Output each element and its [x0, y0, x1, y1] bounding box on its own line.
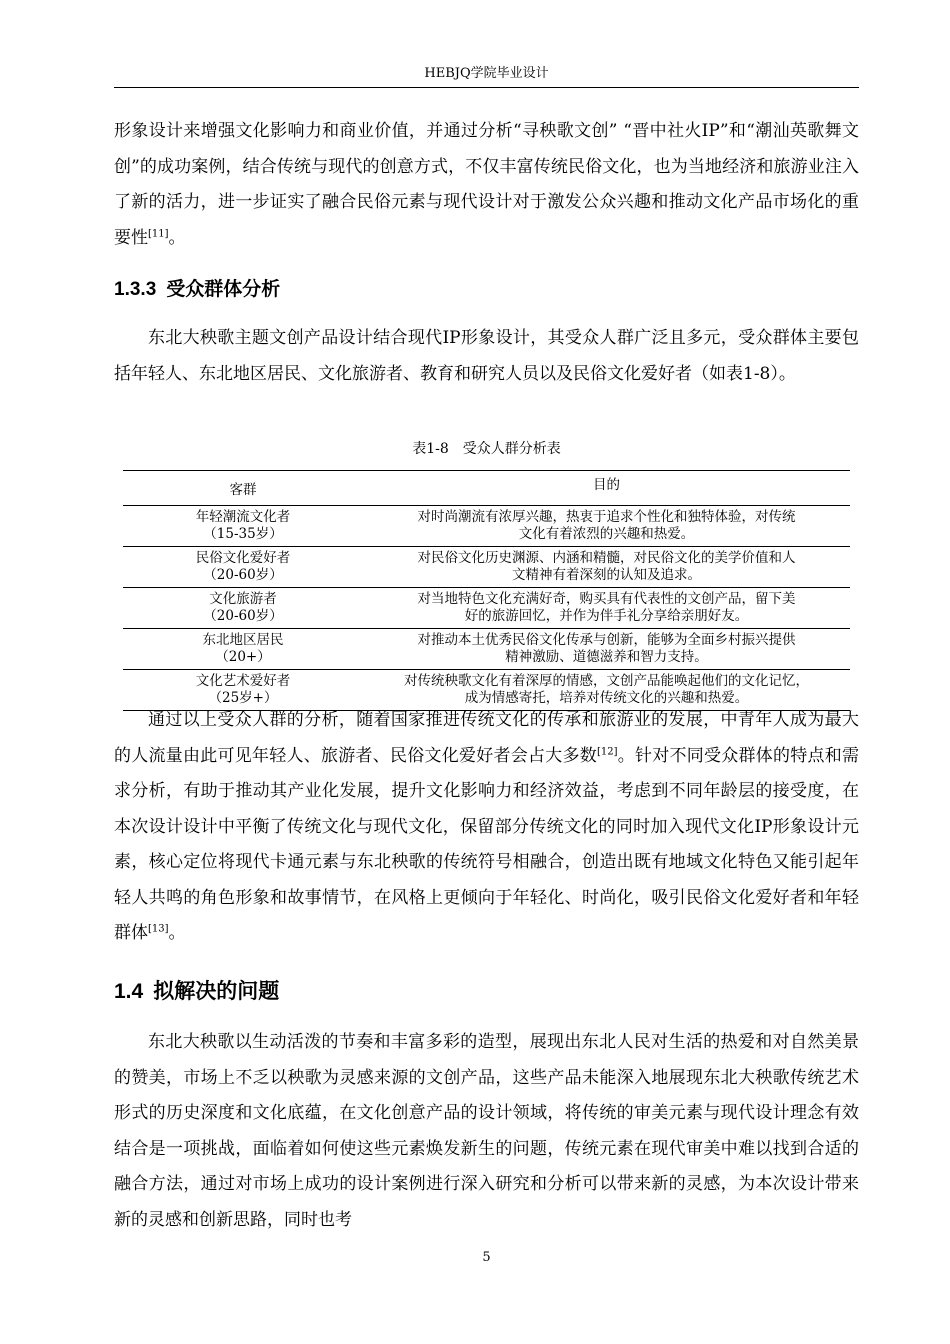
- column-header-purpose: 目的: [363, 471, 850, 506]
- column-header-group: 客群: [123, 471, 363, 506]
- table-cell-purpose: 对民俗文化历史渊源、内涵和精髓，对民俗文化的美学价值和人 文精神有着深刻的认知及追求。: [363, 547, 850, 588]
- analysis-text-2: 。针对不同受众群体的特点和需求分析，有助于推动其产业化发展，提升文化影响力和经济效益，考虑到不同年龄层的接受度，在本次设计设计中平衡了传统文化与现代文化，保留部分传统文化的同时加入现代文化IP形象设计元素，核心定位将现代卡通元素与东北秧歌的传统符号相融合，创造出既有地域文化特色又能引起年轻人共鸣的角色形象和故事情节，在风格上更倾向于年轻化、时尚化，吸引民俗文化爱好者和年轻群体: [114, 745, 860, 943]
- problem-paragraph: 东北大秧歌以生动活泼的节奏和丰富多彩的造型，展现出东北人民对生活的热爱和对自然美景的赞美，市场上不乏以秧歌为灵感来源的文创产品，这些产品未能深入地展现东北大秧歌传统艺术形式的历史深度和文化底蕴，在文化创意产品的设计领域，将传统的审美元素与现代设计理念有效结合是一项挑战，面临着如何使这些元素焕发新生的问题，传统元素在现代审美中难以找到合适的融合方法，通过对市场上成功的设计案例进行深入研究和分析可以带来新的灵感，为本次设计带来新的灵感和创新思路，同时也考: [114, 1032, 859, 1230]
- table-cell-purpose: 对当地特色文化充满好奇，购买具有代表性的文创产品，留下美 好的旅游回忆，并作为伴手礼分享给亲朋好友。: [363, 588, 850, 629]
- header-rule: [114, 87, 859, 88]
- table-cell-group: 年轻潮流文化者 （15-35岁）: [123, 506, 363, 547]
- analysis-citation-2: [13]: [148, 923, 169, 935]
- intro-text: 形象设计来增强文化影响力和商业价值，并通过分析“寻秧歌文创” “晋中社火IP”和“潮汕英歌舞文创”的成功案例，结合传统与现代的创意方式，不仅丰富传统民俗文化，也为当地经济和旅游业注入了新的活力，进一步证实了融合民俗元素与现代设计对于激发公众兴趣和推动文化产品市场化的重要性: [114, 121, 859, 248]
- section-title: 受众群体分析: [166, 278, 281, 300]
- table-cell-purpose: 对时尚潮流有浓厚兴趣，热衷于追求个性化和独特体验，对传统 文化有着浓烈的兴趣和热爱。: [363, 506, 850, 547]
- page-header: HEBJQ学院毕业设计: [424, 66, 549, 81]
- intro-paragraph: [114, 114, 859, 256]
- section-heading-1-3-3: [114, 275, 280, 304]
- section-number: 1.4: [114, 980, 144, 1003]
- section-number: 1.3.3: [114, 279, 157, 300]
- section-heading-1-4: [114, 976, 279, 1007]
- intro-citation: [11]: [148, 227, 169, 239]
- analysis-text: 通过以上受众人群的分析，随着国家推进传统文化的传承和旅游业的发展，中青年人成为最大的人流量由此可见年轻人、旅游者、民俗文化爱好者会占大多数: [114, 710, 859, 766]
- table-cell-group: 民俗文化爱好者 （20-60岁）: [123, 547, 363, 588]
- audience-paragraph: 东北大秧歌主题文创产品设计结合现代IP形象设计，其受众人群广泛且多元，受众群体主要包括年轻人、东北地区居民、文化旅游者、教育和研究人员以及民俗文化爱好者（如表1-8）。: [114, 328, 859, 384]
- table-cell-purpose: 对传统秧歌文化有着深厚的情感，文创产品能唤起他们的文化记忆， 成为情感寄托，培养对传统文化的兴趣和热爱。: [363, 670, 850, 711]
- table-cell-purpose: 对推动本土优秀民俗文化传承与创新，能够为全面乡村振兴提供 精神激励、道德滋养和智力支持。: [363, 629, 850, 670]
- table-row: [123, 547, 850, 588]
- table-row: [123, 588, 850, 629]
- table-cell-group: 文化艺术爱好者 （25岁+）: [123, 670, 363, 711]
- page-number: 5: [482, 1250, 491, 1265]
- table-caption: 表1-8 受众人群分析表: [412, 441, 561, 457]
- table-cell-group: 文化旅游者 （20-60岁）: [123, 588, 363, 629]
- analysis-paragraph: [114, 703, 859, 952]
- analysis-citation: [12]: [596, 745, 618, 757]
- intro-end: 。: [168, 227, 186, 248]
- table-header-row: [123, 471, 850, 506]
- table-row: [123, 629, 850, 670]
- section-title: 拟解决的问题: [153, 978, 280, 1003]
- table-row: [123, 506, 850, 547]
- analysis-end: 。: [168, 923, 186, 943]
- audience-table: [123, 470, 850, 711]
- table-cell-group: 东北地区居民 （20+）: [123, 629, 363, 670]
